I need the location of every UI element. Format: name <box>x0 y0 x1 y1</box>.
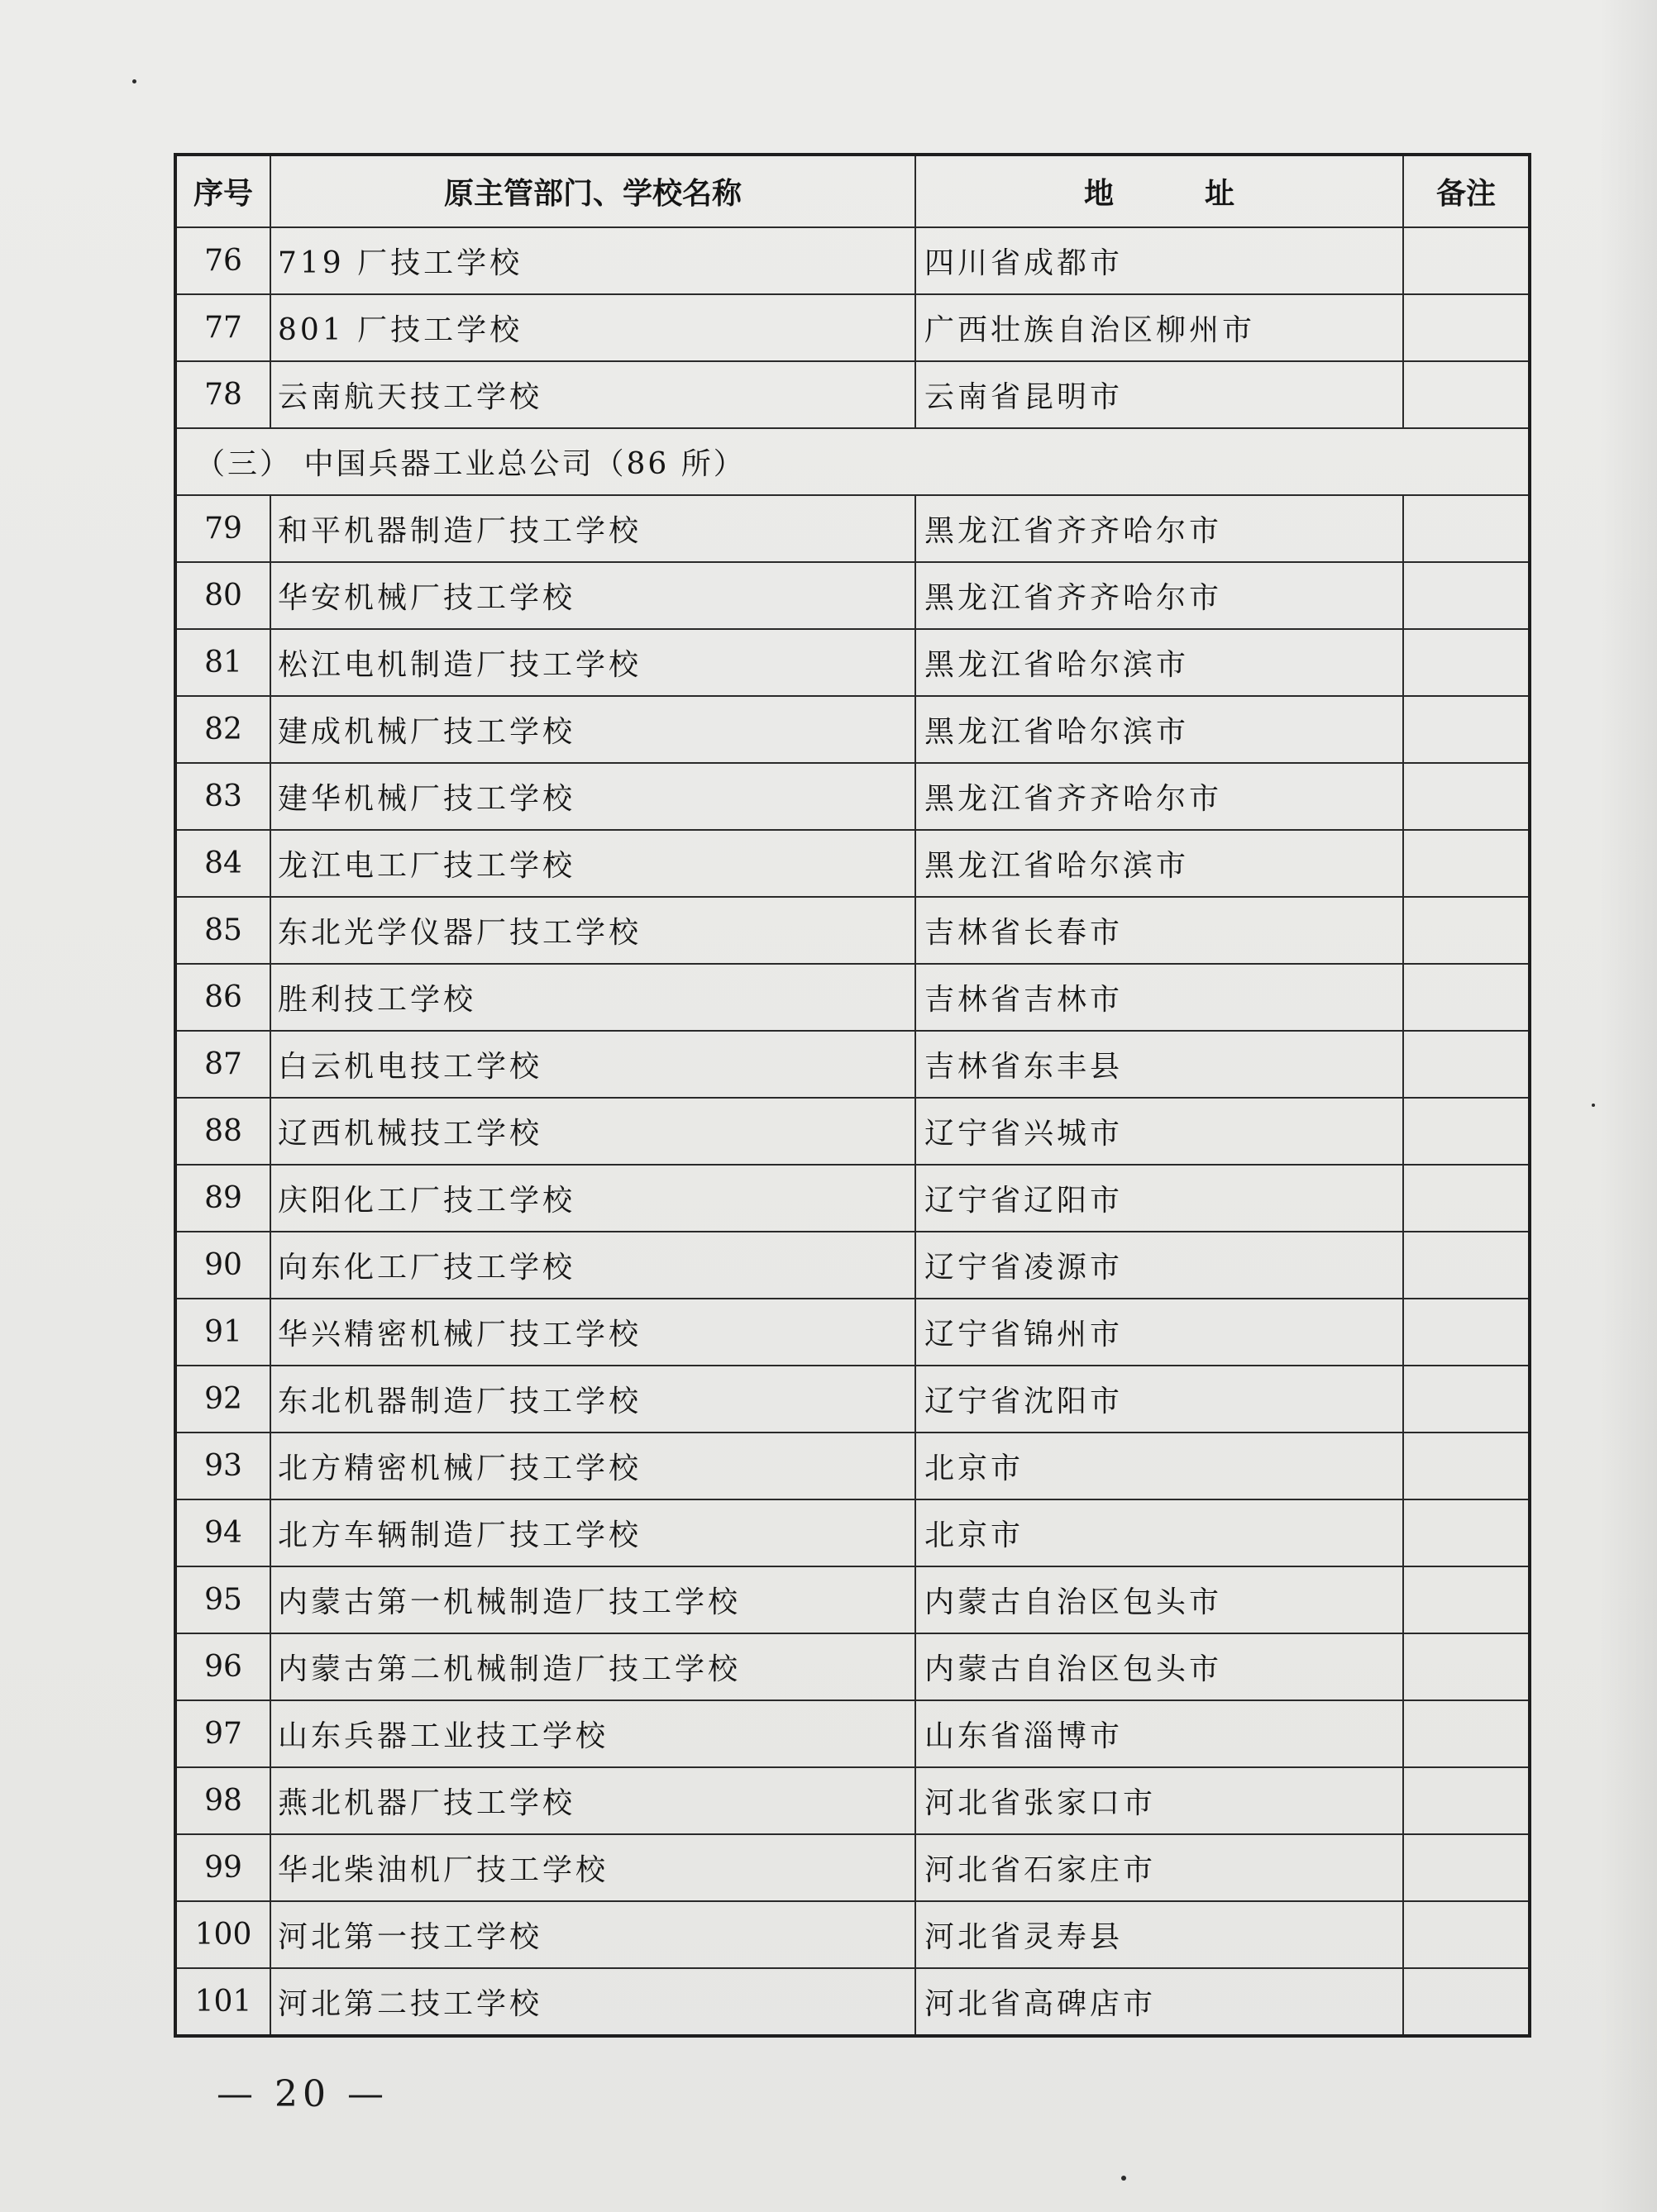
address-cell: 辽宁省辽阳市 <box>915 1165 1403 1232</box>
school-name-cell: 北方车辆制造厂技工学校 <box>270 1499 915 1566</box>
remarks-cell <box>1403 227 1530 294</box>
header-serial-number: 序号 <box>175 155 270 227</box>
address-cell: 云南省昆明市 <box>915 361 1403 428</box>
address-cell: 河北省张家口市 <box>915 1767 1403 1834</box>
table-row <box>175 562 1530 629</box>
table-row <box>175 696 1530 763</box>
remarks-cell <box>1403 1366 1530 1433</box>
school-name-cell: 庆阳化工厂技工学校 <box>270 1165 915 1232</box>
table-row <box>175 1834 1530 1901</box>
remarks-cell <box>1403 830 1530 897</box>
remarks-cell <box>1403 1767 1530 1834</box>
school-name-cell: 华安机械厂技工学校 <box>270 562 915 629</box>
school-name-cell: 胜利技工学校 <box>270 964 915 1031</box>
school-name-cell: 内蒙古第一机械制造厂技工学校 <box>270 1566 915 1633</box>
table-body-main <box>175 495 1530 2036</box>
remarks-cell <box>1403 495 1530 562</box>
serial-number-cell: 92 <box>175 1366 270 1433</box>
table-row <box>175 1767 1530 1834</box>
header-address-left: 地 <box>1083 177 1114 211</box>
remarks-cell <box>1403 1968 1530 2036</box>
serial-number-cell: 79 <box>175 495 270 562</box>
table-row <box>175 1299 1530 1366</box>
address-cell: 河北省灵寿县 <box>915 1901 1403 1968</box>
table-row <box>175 1633 1530 1700</box>
address-cell: 辽宁省凌源市 <box>915 1232 1403 1299</box>
table-row <box>175 1968 1530 2036</box>
remarks-cell <box>1403 1433 1530 1499</box>
remarks-cell <box>1403 1633 1530 1700</box>
serial-number-cell: 82 <box>175 696 270 763</box>
table-row <box>175 1031 1530 1098</box>
address-cell: 黑龙江省齐齐哈尔市 <box>915 763 1403 830</box>
serial-number-cell: 81 <box>175 629 270 696</box>
table-row <box>175 1433 1530 1499</box>
table-row <box>175 830 1530 897</box>
serial-number-cell: 78 <box>175 361 270 428</box>
remarks-cell <box>1403 1700 1530 1767</box>
address-cell: 内蒙古自治区包头市 <box>915 1566 1403 1633</box>
serial-number-cell: 89 <box>175 1165 270 1232</box>
school-name-cell: 内蒙古第二机械制造厂技工学校 <box>270 1633 915 1700</box>
school-name-cell: 719 厂技工学校 <box>270 227 915 294</box>
table-row <box>175 1165 1530 1232</box>
address-cell: 辽宁省锦州市 <box>915 1299 1403 1366</box>
address-cell: 广西壮族自治区柳州市 <box>915 294 1403 361</box>
remarks-cell <box>1403 964 1530 1031</box>
remarks-cell <box>1403 763 1530 830</box>
serial-number-cell: 85 <box>175 897 270 964</box>
serial-number-cell: 95 <box>175 1566 270 1633</box>
serial-number-cell: 101 <box>175 1968 270 2036</box>
serial-number-cell: 98 <box>175 1767 270 1834</box>
remarks-cell <box>1403 1232 1530 1299</box>
serial-number-cell: 88 <box>175 1098 270 1165</box>
table-body-top <box>175 227 1530 428</box>
table-row <box>175 629 1530 696</box>
address-cell: 内蒙古自治区包头市 <box>915 1633 1403 1700</box>
school-name-cell: 和平机器制造厂技工学校 <box>270 495 915 562</box>
school-name-cell: 山东兵器工业技工学校 <box>270 1700 915 1767</box>
header-address <box>915 155 1403 227</box>
school-name-cell: 辽西机械技工学校 <box>270 1098 915 1165</box>
school-name-cell: 龙江电工厂技工学校 <box>270 830 915 897</box>
serial-number-cell: 80 <box>175 562 270 629</box>
serial-number-cell: 90 <box>175 1232 270 1299</box>
scan-speck <box>132 79 136 83</box>
table-row <box>175 1499 1530 1566</box>
table-header <box>175 155 1530 227</box>
serial-number-cell: 87 <box>175 1031 270 1098</box>
address-cell: 河北省石家庄市 <box>915 1834 1403 1901</box>
table-row <box>175 1700 1530 1767</box>
remarks-cell <box>1403 562 1530 629</box>
serial-number-cell: 99 <box>175 1834 270 1901</box>
school-name-cell: 北方精密机械厂技工学校 <box>270 1433 915 1499</box>
address-cell: 黑龙江省哈尔滨市 <box>915 830 1403 897</box>
section-title: （三） 中国兵器工业总公司（86 所） <box>175 428 1530 495</box>
address-cell: 黑龙江省哈尔滨市 <box>915 629 1403 696</box>
remarks-cell <box>1403 1299 1530 1366</box>
remarks-cell <box>1403 1031 1530 1098</box>
school-name-cell: 801 厂技工学校 <box>270 294 915 361</box>
serial-number-cell: 94 <box>175 1499 270 1566</box>
remarks-cell <box>1403 1499 1530 1566</box>
school-name-cell: 河北第二技工学校 <box>270 1968 915 2036</box>
serial-number-cell: 96 <box>175 1633 270 1700</box>
address-cell: 辽宁省兴城市 <box>915 1098 1403 1165</box>
serial-number-cell: 97 <box>175 1700 270 1767</box>
remarks-cell <box>1403 897 1530 964</box>
serial-number-cell: 77 <box>175 294 270 361</box>
address-cell: 北京市 <box>915 1499 1403 1566</box>
table-row <box>175 1098 1530 1165</box>
header-address-right: 址 <box>1205 177 1235 211</box>
scan-speck <box>1121 2176 1126 2181</box>
table-row <box>175 1366 1530 1433</box>
address-cell: 黑龙江省齐齐哈尔市 <box>915 495 1403 562</box>
remarks-cell <box>1403 361 1530 428</box>
school-name-cell: 向东化工厂技工学校 <box>270 1232 915 1299</box>
serial-number-cell: 93 <box>175 1433 270 1499</box>
table-row <box>175 227 1530 294</box>
address-cell: 吉林省吉林市 <box>915 964 1403 1031</box>
school-name-cell: 燕北机器厂技工学校 <box>270 1767 915 1834</box>
address-cell: 黑龙江省哈尔滨市 <box>915 696 1403 763</box>
scan-speck <box>1592 1104 1595 1107</box>
remarks-cell <box>1403 294 1530 361</box>
remarks-cell <box>1403 1834 1530 1901</box>
school-name-cell: 建华机械厂技工学校 <box>270 763 915 830</box>
table-row <box>175 1232 1530 1299</box>
school-name-cell: 华兴精密机械厂技工学校 <box>270 1299 915 1366</box>
serial-number-cell: 86 <box>175 964 270 1031</box>
address-cell: 吉林省长春市 <box>915 897 1403 964</box>
serial-number-cell: 91 <box>175 1299 270 1366</box>
school-name-cell: 云南航天技工学校 <box>270 361 915 428</box>
remarks-cell <box>1403 1566 1530 1633</box>
table-row <box>175 361 1530 428</box>
address-cell: 河北省高碑店市 <box>915 1968 1403 2036</box>
page-edge-shadow <box>1599 0 1657 2212</box>
table-row <box>175 495 1530 562</box>
header-remarks: 备注 <box>1403 155 1530 227</box>
table-row <box>175 897 1530 964</box>
address-cell: 四川省成都市 <box>915 227 1403 294</box>
address-cell: 山东省淄博市 <box>915 1700 1403 1767</box>
header-school-name: 原主管部门、学校名称 <box>270 155 915 227</box>
remarks-cell <box>1403 629 1530 696</box>
school-name-cell: 东北光学仪器厂技工学校 <box>270 897 915 964</box>
serial-number-cell: 100 <box>175 1901 270 1968</box>
serial-number-cell: 76 <box>175 227 270 294</box>
serial-number-cell: 83 <box>175 763 270 830</box>
header-row <box>175 155 1530 227</box>
remarks-cell <box>1403 1901 1530 1968</box>
school-name-cell: 东北机器制造厂技工学校 <box>270 1366 915 1433</box>
page-number: — 20 — <box>217 2073 389 2115</box>
school-name-cell: 华北柴油机厂技工学校 <box>270 1834 915 1901</box>
remarks-cell <box>1403 1165 1530 1232</box>
school-name-cell: 建成机械厂技工学校 <box>270 696 915 763</box>
section-row <box>175 428 1530 495</box>
school-name-cell: 松江电机制造厂技工学校 <box>270 629 915 696</box>
table-row <box>175 1901 1530 1968</box>
school-name-cell: 河北第一技工学校 <box>270 1901 915 1968</box>
remarks-cell <box>1403 696 1530 763</box>
table-row <box>175 294 1530 361</box>
remarks-cell <box>1403 1098 1530 1165</box>
school-list-table <box>174 153 1531 2038</box>
address-cell: 黑龙江省齐齐哈尔市 <box>915 562 1403 629</box>
address-cell: 北京市 <box>915 1433 1403 1499</box>
serial-number-cell: 84 <box>175 830 270 897</box>
section-body <box>175 428 1530 495</box>
table-row <box>175 964 1530 1031</box>
address-cell: 吉林省东丰县 <box>915 1031 1403 1098</box>
table-row <box>175 763 1530 830</box>
address-cell: 辽宁省沈阳市 <box>915 1366 1403 1433</box>
school-name-cell: 白云机电技工学校 <box>270 1031 915 1098</box>
table-row <box>175 1566 1530 1633</box>
